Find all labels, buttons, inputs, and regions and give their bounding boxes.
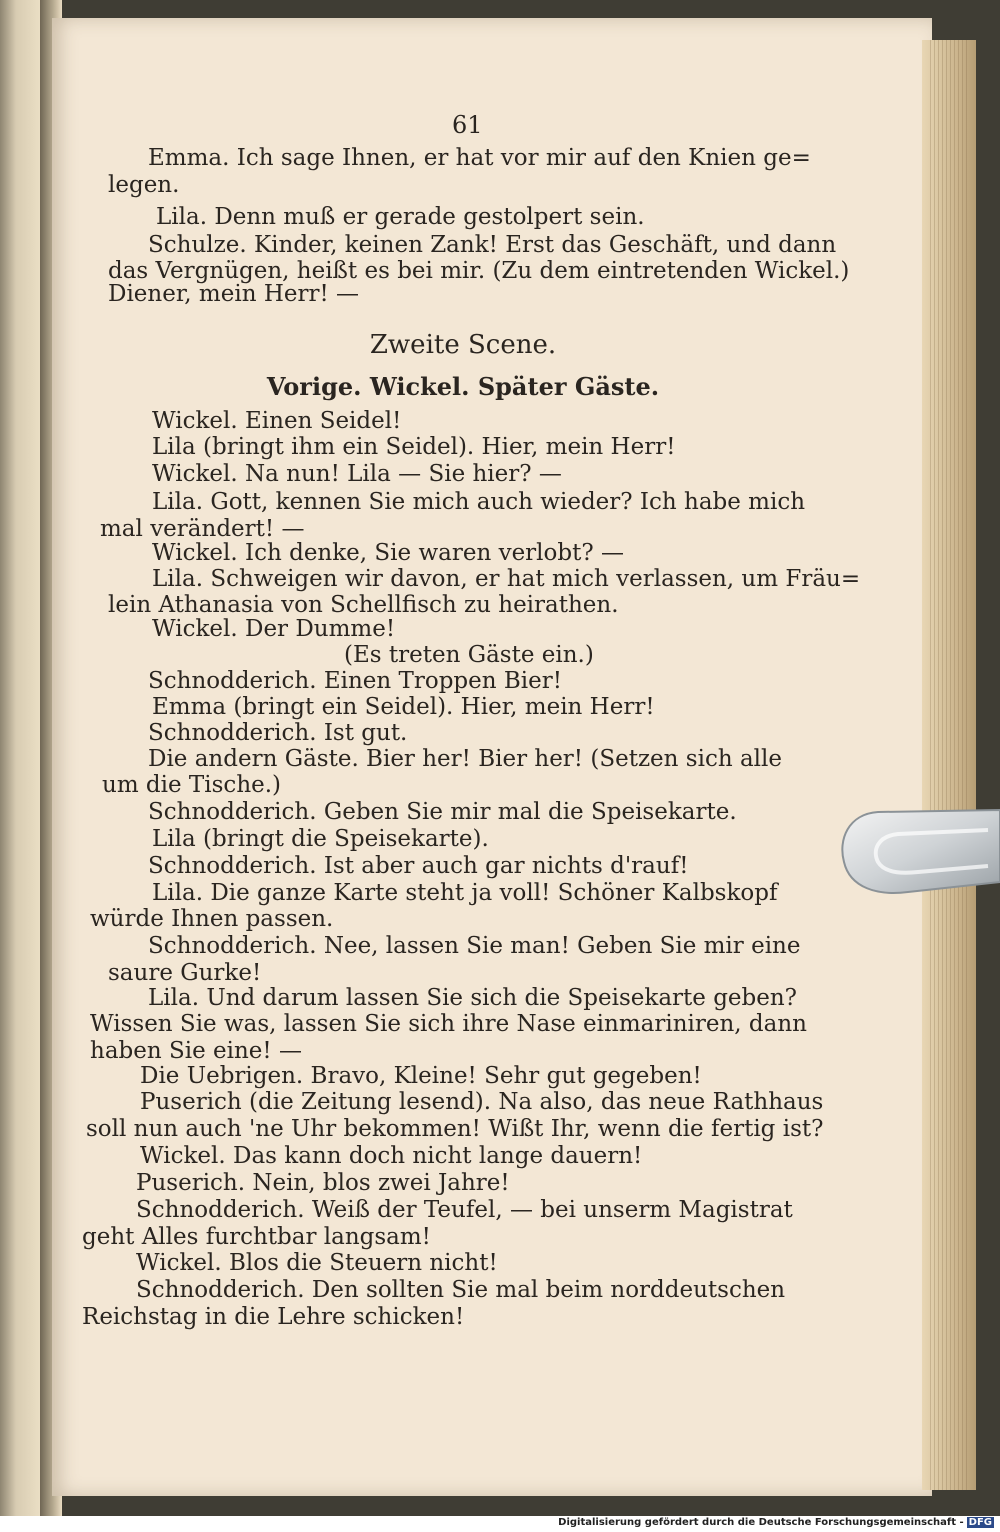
text-line: Die andern Gäste. Bier her! Bier her! (Setzen sich alle xyxy=(148,746,782,772)
text-line: Schulze. Kinder, keinen Zank! Erst das Geschäft, und dann xyxy=(148,232,837,258)
text-line: Lila. Die ganze Karte steht ja voll! Schöner Kalbskopf xyxy=(152,880,778,906)
text-line: Lila (bringt ihm ein Seidel). Hier, mein Herr! xyxy=(152,434,676,460)
text-line: Wickel. Der Dumme! xyxy=(152,616,396,642)
text-line: Schnodderich. Einen Troppen Bier! xyxy=(148,668,562,694)
text-line: haben Sie eine! — xyxy=(90,1038,302,1064)
text-line: das Vergnügen, heißt es bei mir. (Zu dem eintretenden Wickel.) xyxy=(108,258,850,284)
footer-text: Digitalisierung gefördert durch die Deutsche Forschungsgemeinschaft - xyxy=(558,1517,964,1528)
text-line: Schnodderich. Nee, lassen Sie man! Geben Sie mir eine xyxy=(148,933,801,959)
text-line: soll nun auch 'ne Uhr bekommen! Wißt Ihr, wenn die fertig ist? xyxy=(86,1116,824,1142)
page-number: 61 xyxy=(452,111,483,139)
text-line: Reichstag in die Lehre schicken! xyxy=(82,1304,465,1330)
text-line: Vorige. Wickel. Später Gäste. xyxy=(266,372,660,401)
text-line: Lila. Denn muß er gerade gestolpert sein. xyxy=(156,204,645,230)
text-line: Die Uebrigen. Bravo, Kleine! Sehr gut gegeben! xyxy=(140,1063,702,1089)
text-line: Puserich (die Zeitung lesend). Na also, das neue Rathhaus xyxy=(140,1089,824,1115)
text-line: Wickel. Blos die Steuern nicht! xyxy=(136,1250,498,1276)
text-line: Diener, mein Herr! — xyxy=(108,281,360,307)
text-line: (Es treten Gäste ein.) xyxy=(344,642,594,668)
text-line: Wickel. Na nun! Lila — Sie hier? — xyxy=(152,461,562,487)
text-line: Puserich. Nein, blos zwei Jahre! xyxy=(136,1170,510,1196)
text-line: Lila. Und darum lassen Sie sich die Speisekarte geben? xyxy=(148,985,798,1011)
text-line: Lila (bringt die Speisekarte). xyxy=(152,826,489,852)
text-line: Schnodderich. Ist gut. xyxy=(148,720,408,746)
text-line: mal verändert! — xyxy=(100,516,305,542)
dfg-logo: DFG xyxy=(968,1517,992,1528)
text-line: Emma (bringt ein Seidel). Hier, mein Herr! xyxy=(152,694,655,720)
text-line: geht Alles furchtbar langsam! xyxy=(82,1224,431,1250)
text-line: Wickel. Ich denke, Sie waren verlobt? — xyxy=(152,540,624,566)
text-line: Emma. Ich sage Ihnen, er hat vor mir auf den Knien ge= xyxy=(148,145,811,171)
text-line: lein Athanasia von Schellfisch zu heirathen. xyxy=(108,592,619,618)
text-line: Lila. Schweigen wir davon, er hat mich verlassen, um Fräu= xyxy=(152,566,861,592)
page-stack-lines xyxy=(930,40,970,1490)
text-line: Schnodderich. Weiß der Teufel, — bei unserm Magistrat xyxy=(136,1197,793,1223)
text-line: Schnodderich. Geben Sie mir mal die Speisekarte. xyxy=(148,799,737,825)
text-line: Wickel. Einen Seidel! xyxy=(152,408,402,434)
text-line: saure Gurke! xyxy=(108,960,262,986)
text-line: würde Ihnen passen. xyxy=(90,906,334,932)
text-line: um die Tische.) xyxy=(102,772,282,798)
text-line: Wickel. Das kann doch nicht lange dauern! xyxy=(140,1143,643,1169)
text-line: Wissen Sie was, lassen Sie sich ihre Nase einmariniren, dann xyxy=(90,1011,807,1037)
footer-credit xyxy=(558,1517,994,1528)
text-line: Schnodderich. Ist aber auch gar nichts d'rauf! xyxy=(148,853,689,879)
text-line: Zweite Scene. xyxy=(369,330,557,360)
text-line: legen. xyxy=(108,172,180,198)
text-line: Schnodderich. Den sollten Sie mal beim norddeutschen xyxy=(136,1277,786,1303)
page-clip-icon xyxy=(838,800,1000,920)
text-line: Lila. Gott, kennen Sie mich auch wieder? Ich habe mich xyxy=(152,489,806,515)
